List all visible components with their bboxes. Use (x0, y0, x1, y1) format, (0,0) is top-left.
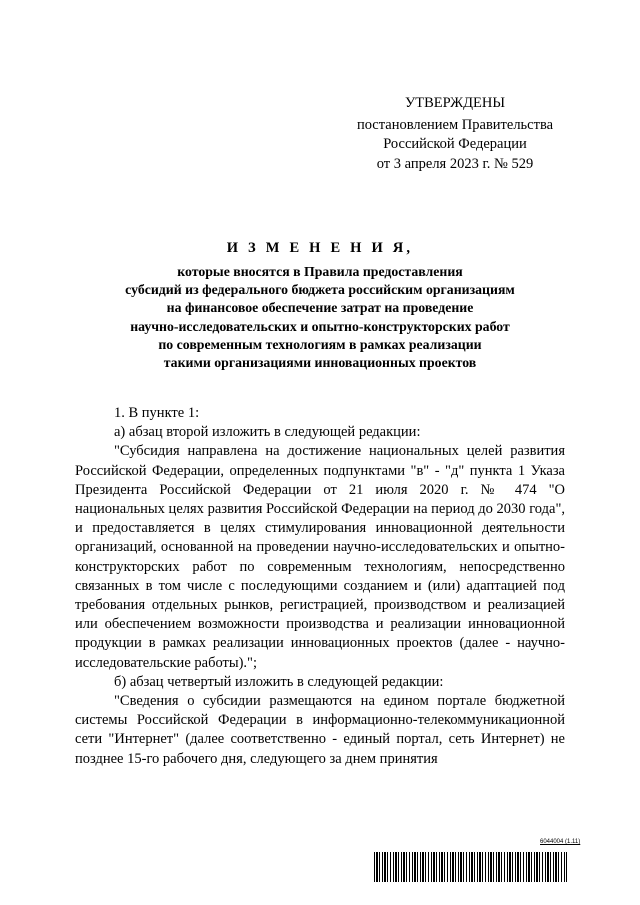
subtitle-line: научно-исследовательских и опытно-конструкторских работ (130, 318, 510, 334)
subtitle-line: которые вносятся в Правила предоставления (177, 264, 463, 279)
barcode-icon (374, 852, 567, 882)
paragraph: б) абзац четвертый изложить в следующей редакции: (114, 673, 444, 690)
document-subtitle (70, 263, 570, 372)
subtitle-line: по современным технологиям в рамках реализации (158, 336, 482, 352)
paragraph: а) абзац второй изложить в следующей редакции: (114, 424, 421, 441)
subtitle-line: такими организациями инновационных проектов (163, 355, 477, 371)
form-code: 6044004 (1.11) (540, 839, 581, 845)
paragraph: "Сведения о субсидии размещаются на едином портале бюджетной системы Российской Федерации в информационно-телекоммуникационной сети "Интернет" (далее соответственно - единый портал, сеть Интернет) не позднее 15-го рабочего дня, следующего за днем принятия (75, 693, 565, 767)
approval-stamp (335, 94, 575, 174)
approval-line: постановлением Правительства (356, 116, 554, 133)
subtitle-line: субсидий из федерального бюджета российским организациям (125, 282, 515, 298)
paragraph: "Субсидия направлена на достижение национальных целей развития Российской Федерации, определенных подпунктами "в" - "д" пункта 1 Указа Президента Российской Федерации от 21 июля 2020 г. № 474 "О национальных целях развития Российской Федерации на период до 2030 года", и предоставляется в целях стимулирования инновационной деятельности организаций, основанной на проведении научно-исследовательских и опытно-конструкторских работ по современным технологиям, непосредственно связанных в том числе с последующими созданием и (или) адаптацией под требования отдельных рынков, регистрацией, производством и реализацией или обеспечением возможности производства и реализации инновационной продукции в рамках реализации инновационных проектов (далее - научно-исследовательские работы)."; (75, 443, 565, 671)
approval-line: от 3 апреля 2023 г. № 529 (376, 155, 534, 172)
subtitle-line: на финансовое обеспечение затрат на проведение (166, 300, 474, 316)
paragraph: 1. В пункте 1: (114, 405, 200, 421)
document-title: И З М Е Н Е Н И Я, (226, 240, 414, 256)
approval-heading: УТВЕРЖДЕНЫ (404, 95, 506, 111)
document-body (75, 404, 565, 769)
approval-line: Российской Федерации (383, 136, 527, 152)
